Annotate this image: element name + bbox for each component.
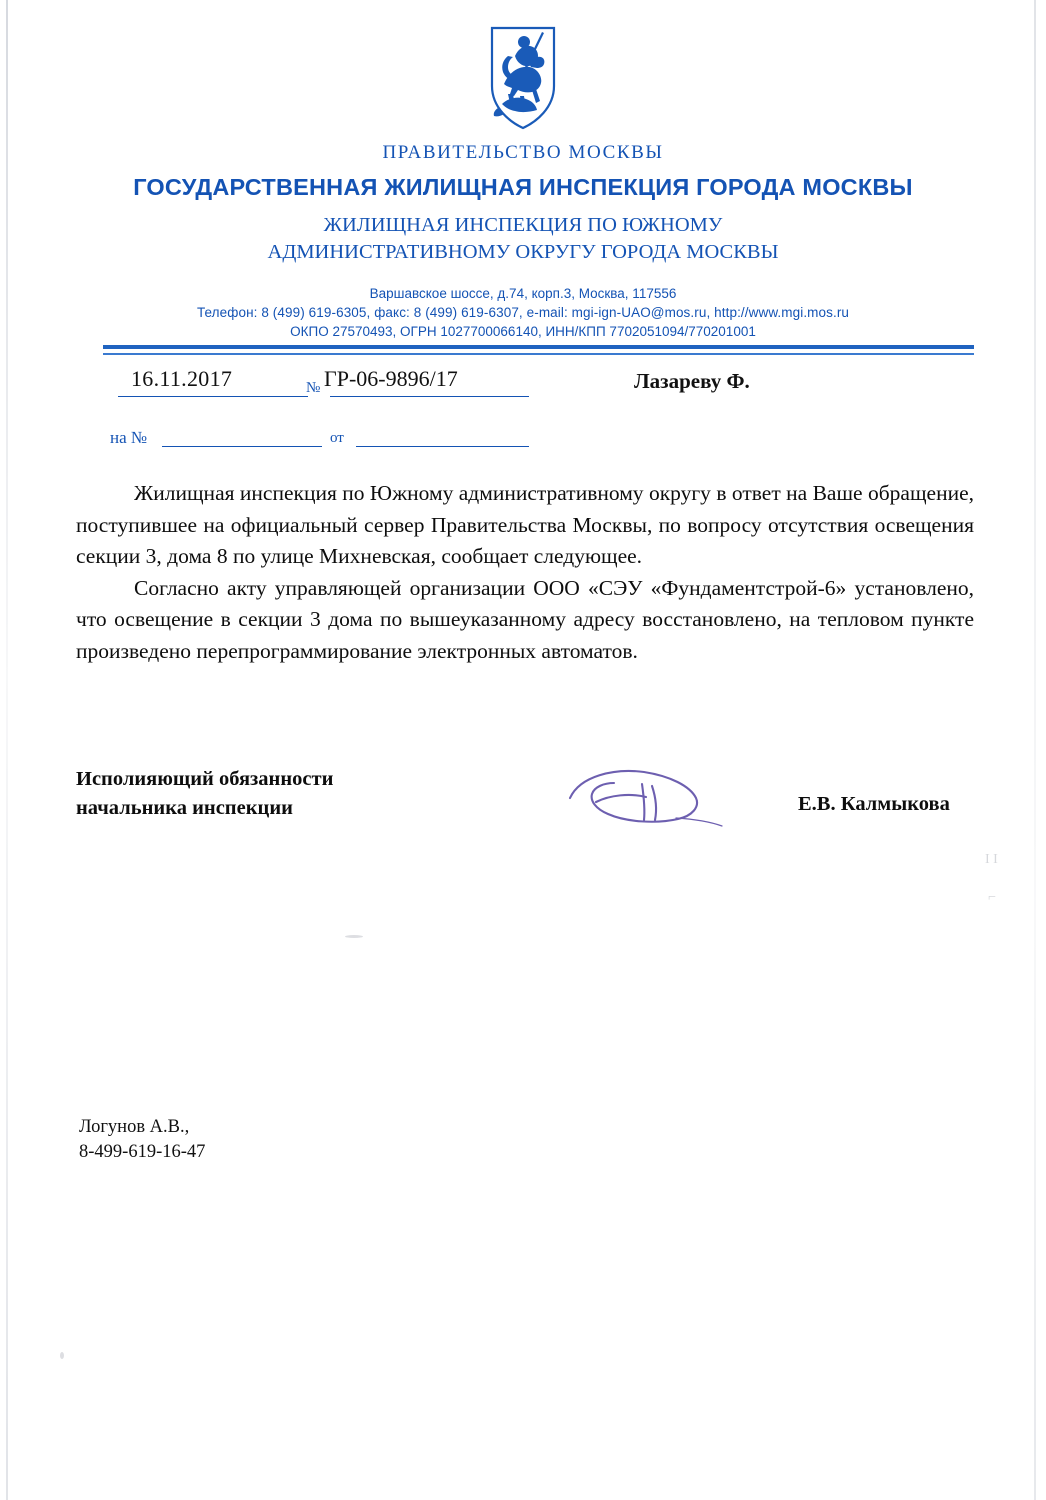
header-organization: ГОСУДАРСТВЕННАЯ ЖИЛИЩНАЯ ИНСПЕКЦИЯ ГОРОДА МОСКВЫ	[133, 174, 913, 200]
body-paragraph-1: Жилищная инспекция по Южному административному округу в ответ на Ваше обращение, поступившее на официальный сервер Правительства Москвы, по вопросу отсутствия освещения секции 3, дома 8 по улице Михневская, сообщает следующее.	[76, 481, 974, 568]
header-codes: ОКПО 27570493, ОГРН 1027700066140, ИНН/КПП 7702051094/770201001	[290, 324, 756, 339]
executor-name: Логунов А.В.,	[79, 1117, 190, 1137]
coat-of-arms	[0, 22, 1046, 132]
scan-speck	[345, 935, 363, 938]
signatory-position-line1: Исполияющий обязанности	[76, 768, 334, 790]
signatory-position-line2: начальника инспекции	[76, 797, 293, 819]
number-label: №	[306, 380, 321, 396]
scan-edge-left	[6, 0, 8, 1500]
date-underline	[118, 396, 308, 397]
scan-artifact: ⌐	[988, 890, 996, 905]
header-department-line1: ЖИЛИЩНАЯ ИНСПЕКЦИЯ ПО ЮЖНОМУ	[323, 214, 723, 236]
scan-speck	[60, 1352, 64, 1359]
header-divider-thick	[103, 345, 974, 349]
executor-phone: 8-499-619-16-47	[79, 1142, 206, 1162]
document-date: 16.11.2017	[131, 366, 233, 391]
scan-artifact: I I	[985, 852, 998, 867]
header-government: ПРАВИТЕЛЬСТВО МОСКВЫ	[382, 142, 664, 163]
header-address: Варшавское шоссе, д.74, корп.3, Москва, 117556	[369, 286, 677, 301]
from-label: от	[330, 430, 344, 446]
header-department-line2: АДМИНИСТРАТИВНОМУ ОКРУГУ ГОРОДА МОСКВЫ	[267, 241, 779, 263]
signatory-name: Е.В. Калмыкова	[798, 793, 950, 815]
from-underline	[356, 446, 529, 447]
executor-block	[79, 1115, 205, 1165]
body-paragraph-2: Согласно акту управляющей организации ООО «СЭУ «Фундаментстрой-6» установлено, что освещение в секции 3 дома по вышеуказанному адресу восстановлено, на тепловом пункте произведено перепрограммирование электронных автоматов.	[76, 575, 974, 663]
reference-block	[0, 366, 1046, 456]
header-department	[60, 212, 986, 266]
document-number: ГР-06-9896/17	[324, 366, 458, 391]
scan-edge-right	[1034, 0, 1036, 1500]
on-number-label: на №	[110, 428, 148, 447]
number-underline	[330, 396, 529, 397]
letter-body	[76, 478, 974, 667]
addressee: Лазареву Ф.	[634, 369, 750, 393]
on-number-underline	[162, 446, 322, 447]
handwritten-signature-icon	[556, 762, 736, 842]
header-divider-thin	[103, 353, 974, 355]
signatory-position	[76, 765, 333, 823]
header-contacts: Телефон: 8 (499) 619-6305, факс: 8 (499) 619-6307, e-mail: mgi-ign-UAO@mos.ru, http://www.mgi.mos.ru	[196, 305, 850, 320]
header-contact-block	[60, 284, 986, 341]
